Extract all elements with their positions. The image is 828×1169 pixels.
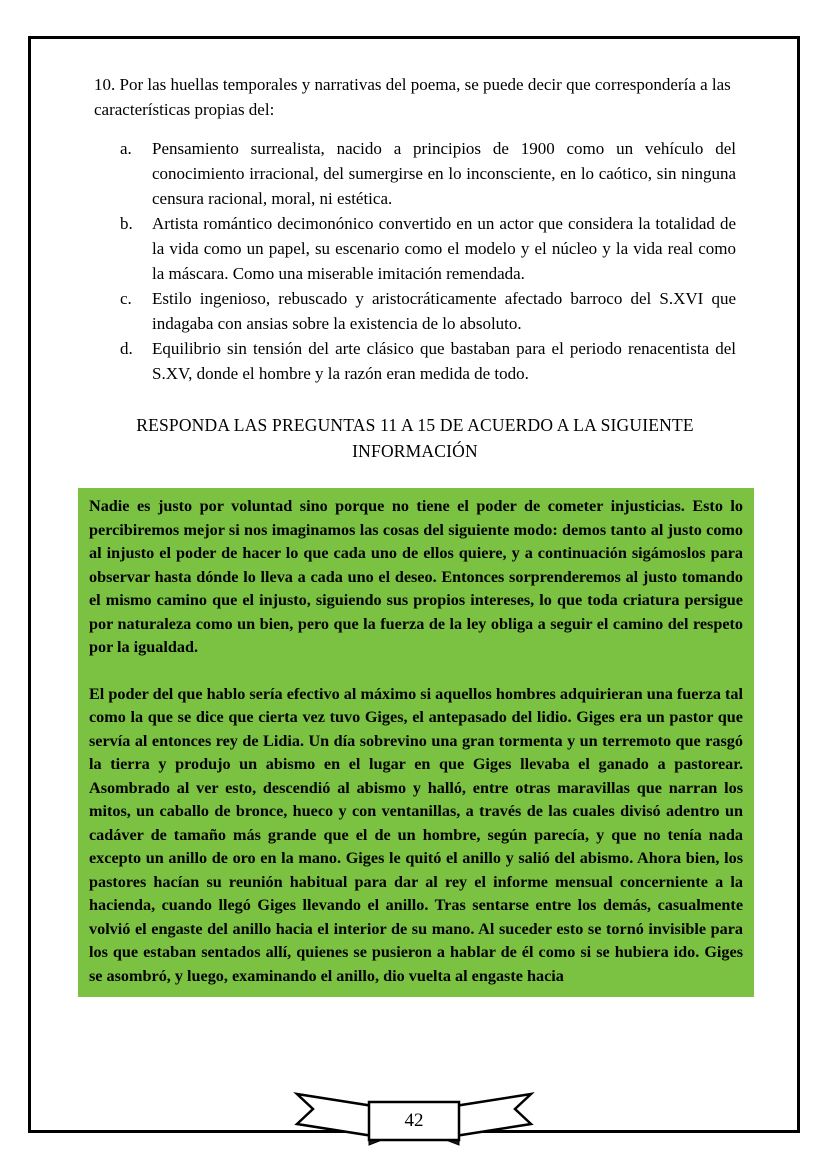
option-b-text: Artista romántico decimonónico convertido en un actor que considera la totalidad de la vida como un papel, su escenario como el modelo y el núcleo y la vida real como la máscara. Como una miserable imitación remendada. [152,214,736,283]
passage-paragraph-1: Nadie es justo por voluntad sino porque no tiene el poder de cometer injusticias. Esto lo percibiremos mejor si nos imaginamos las cosas del siguiente modo: demos tanto al justo como al injusto el poder de hacer lo que cada uno de ellos quiere, y a continuación sigámoslos para observar hasta dónde lo lleva a cada uno el deseo. Entonces sorprenderemos al justo tomando el mismo camino que el injusto, siguiendo sus propios intereses, lo que toda criatura persigue por naturaleza como un bien, pero que la fuerza de la ley obliga a seguir el camino del respeto por la igualdad. [89,497,743,656]
option-d-text: Equilibrio sin tensión del arte clásico que bastaban para el periodo renacentista del S.XV, donde el hombre y la razón eran medida de todo. [152,339,736,383]
option-d [94,336,736,386]
option-c-marker: c. [120,289,132,308]
option-c [94,286,736,336]
option-a-marker: a. [120,139,132,158]
page-number-ribbon [289,1088,539,1146]
option-a-text: Pensamiento surrealista, nacido a principios de 1900 como un vehículo del conocimiento irracional, del sumergirse en lo inconsciente, en lo caótico, sin ninguna censura racional, moral, ni estética. [152,139,736,208]
option-c-text: Estilo ingenioso, rebuscado y aristocráticamente afectado barroco del S.XVI que indagaba con ansias sobre la existencia de lo absoluto. [152,289,736,333]
page-number: 42 [404,1110,424,1131]
option-b [94,211,736,286]
option-d-marker: d. [120,339,133,358]
section-instruction-heading: RESPONDA LAS PREGUNTAS 11 A 15 DE ACUERDO A LA SIGUIENTE INFORMACIÓN [136,415,694,461]
page-content [89,72,743,997]
question-10-options [94,136,736,386]
option-a [94,136,736,211]
question-10-intro: 10. Por las huellas temporales y narrativas del poema, se puede decir que correspondería a las características propias del: [94,75,731,119]
option-b-marker: b. [120,214,133,233]
passage-paragraph-2: El poder del que hablo sería efectivo al máximo si aquellos hombres adquirieran una fuerza tal como la que se dice que cierta vez tuvo Giges, el antepasado del lidio. Giges era un pastor que servía al entonces rey de Lidia. Un día sobrevino una gran tormenta y un terremoto que rasgó la tierra y produjo un abismo en el lugar en que Giges llevaba el ganado a pastorear. Asombrado al ver esto, descendió al abismo y halló, entre otras maravillas que narran los mitos, un caballo de bronce, hueco y con ventanillas, a través de las cuales divisó adentro un cadáver de tamaño más grande que el de un hombre, según parecía, y que no tenía nada excepto un anillo de oro en la mano. Giges le quitó el anillo y salió del abismo. Ahora bien, los pastores hacían su reunión habitual para dar al rey el informe mensual concerniente a la hacienda, cuando llegó Giges llevando el anillo. Tras sentarse entre los demás, casualmente volvió el engaste del anillo hacia el interior de su mano. Al suceder esto se tornó invisible para los que estaban sentados allí, quienes se pusieron a hablar de él como si se hubiera ido. Giges se asombró, y luego, examinando el anillo, dio vuelta al engaste hacia [89,684,743,985]
passage-highlight [78,488,754,997]
